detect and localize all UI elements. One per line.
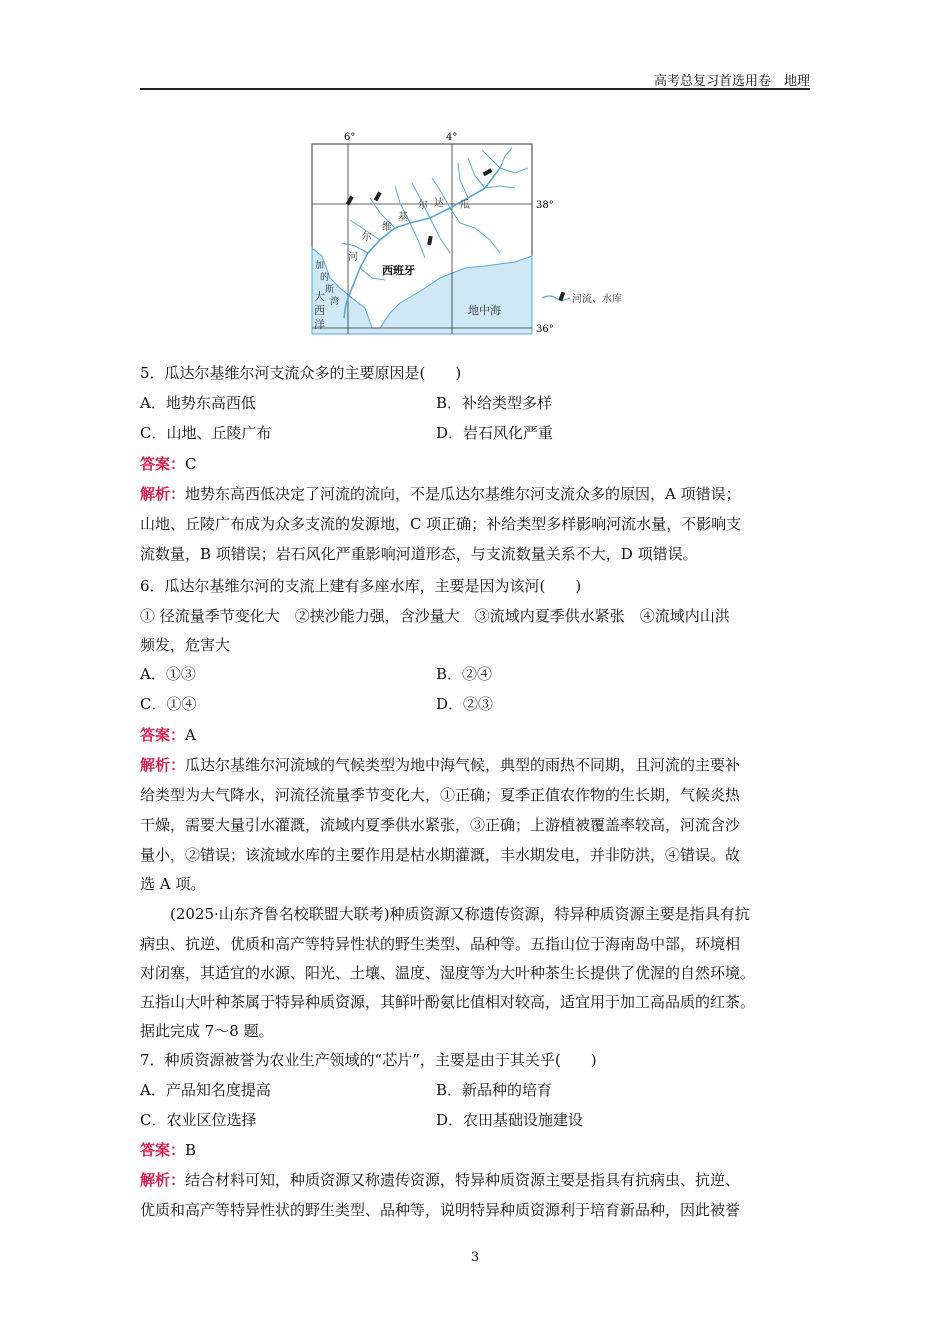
svg-text:尔: 尔 [362,232,372,243]
q6-analysis-line-5: 选 A 项。 [140,875,206,893]
q5-analysis-line-3: 流数量，B 项错误；岩石风化严重影响河道形态，与支流数量关系不大，D 项错误。 [140,545,698,563]
header-rule [140,88,810,90]
q7-option-d: D．农田基础设施建设 [436,1111,584,1129]
q6-items-line-2: 频发，危害大 [140,636,231,654]
q5-option-b: B．补给类型多样 [436,394,553,412]
q6-analysis-line-1: 解析：瓜达尔基维尔河流域的气候类型为地中海气候，典型的雨热不同期，且河流的主要补 [140,756,741,774]
svg-text:达: 达 [434,198,444,209]
q6-answer [140,725,196,745]
material-line-5: 据此完成 7～8 题。 [140,1022,274,1040]
svg-text:湾: 湾 [330,297,340,307]
answer-label: 答案： [140,1141,186,1159]
river-map-figure [300,128,645,338]
svg-text:洋: 洋 [314,318,325,331]
q7-option-a: A．产品知名度提高 [140,1081,271,1099]
material-line-2: 病虫、抗逆、优质和高产等特异性状的野生类型、品种等。五指山位于海南岛中部，环境相 [140,935,741,953]
answer-value: C [185,455,197,473]
sea-label: 地中海 [468,304,501,317]
q7-option-b: B．新品种的培育 [436,1081,553,1099]
svg-text:瓜: 瓜 [460,200,470,211]
q6-analysis-line-3: 干燥，需要大量引水灌溉，流域内夏季供水紧张，③正确；上游植被覆盖率较高，河流含沙 [140,816,741,834]
answer-value: A [185,726,196,744]
svg-text:斯: 斯 [325,285,335,295]
svg-text:加: 加 [315,261,325,271]
q6-option-b: B．②④ [436,665,493,683]
q7-option-c: C．农业区位选择 [140,1111,257,1129]
material-line-4: 五指山大叶种茶属于特异种质资源，其鲜叶酚氨比值相对较高，适宜用于加工高品质的红茶。 [140,993,756,1011]
answer-label: 答案： [140,455,186,473]
svg-text:西: 西 [314,304,325,317]
q5-option-c: C．山地、丘陵广布 [140,424,272,442]
svg-text:大: 大 [314,290,325,303]
q5-analysis-line-2: 山地、丘陵广布成为众多支流的发源地，C 项正确；补给类型多样影响河流水量，不影响支 [140,515,742,533]
svg-text:基: 基 [398,212,408,223]
lat-label-38: 38° [536,200,554,211]
running-header: 高考总复习首选用卷 地理 [653,74,810,89]
lat-label-36: 36° [536,324,554,335]
q6-analysis-line-2: 给类型为大气降水，河流径流量季节变化大，①正确；夏季正值农作物的生长期，气候炎热 [140,786,741,804]
q6-analysis-line-4: 量小，②错误；该流域水库的主要作用是枯水期灌溉，丰水期发电，并非防洪，④错误。故 [140,846,741,864]
answer-value: B [185,1141,197,1159]
q6-option-d: D．②③ [436,695,494,713]
material-line-3: 对闭塞，其适宜的水源、阳光、土壤、温度、湿度等为大叶种茶生长提供了优渥的自然环境。 [140,964,756,982]
analysis-label: 解析： [140,485,186,503]
legend-label: 河流、水库 [572,294,622,305]
q7-answer [140,1140,196,1160]
legend [542,292,622,305]
material-line-1: (2025·山东齐鲁名校联盟大联考)种质资源又称遗传资源，特异种质资源主要是指具有抗 [170,905,750,923]
q5-option-d: D．岩石风化严重 [436,424,554,442]
analysis-label: 解析： [140,1171,186,1189]
q7-analysis-line-2: 优质和高产等特异性状的野生类型、品种等，说明特异种质资源利于培育新品种，因此被誉 [140,1201,741,1219]
q6-option-a: A．①③ [140,665,196,683]
lon-label-4: 4° [446,132,458,143]
q7-analysis-line-1: 解析：结合材料可知，种质资源又称遗传资源，特异种质资源主要是指具有抗病虫、抗逆、 [140,1171,741,1189]
country-label: 西班牙 [382,264,415,277]
q6-option-c: C．①④ [140,695,197,713]
q5-option-a: A．地势东高西低 [140,394,256,412]
svg-text:河: 河 [348,252,358,263]
q7-stem: 7．种质资源被誉为农业生产领域的“芯片”，主要是由于其关乎( ) [140,1051,597,1069]
q6-stem: 6．瓜达尔基维尔河的支流上建有多座水库，主要是因为该河( ) [140,577,582,595]
q6-items-line-1: ① 径流量季节变化大 ②挟沙能力强，含沙量大 ③流域内夏季供水紧张 ④流域内山洪 [140,607,730,625]
analysis-label: 解析： [140,756,186,774]
answer-label: 答案： [140,726,186,744]
ocean-label [314,289,325,331]
svg-text:的: 的 [320,273,330,283]
q5-answer [140,454,197,474]
svg-text:维: 维 [382,222,392,233]
q5-analysis-line-1: 解析：地势东高西低决定了河流的流向，不是瓜达尔基维尔河支流众多的原因，A 项错误； [140,485,741,503]
lon-label-6: 6° [344,132,356,143]
page-number: 3 [470,1250,480,1265]
q5-stem: 5．瓜达尔基维尔河支流众多的主要原因是( ) [140,364,462,382]
svg-text:尔: 尔 [418,200,428,211]
